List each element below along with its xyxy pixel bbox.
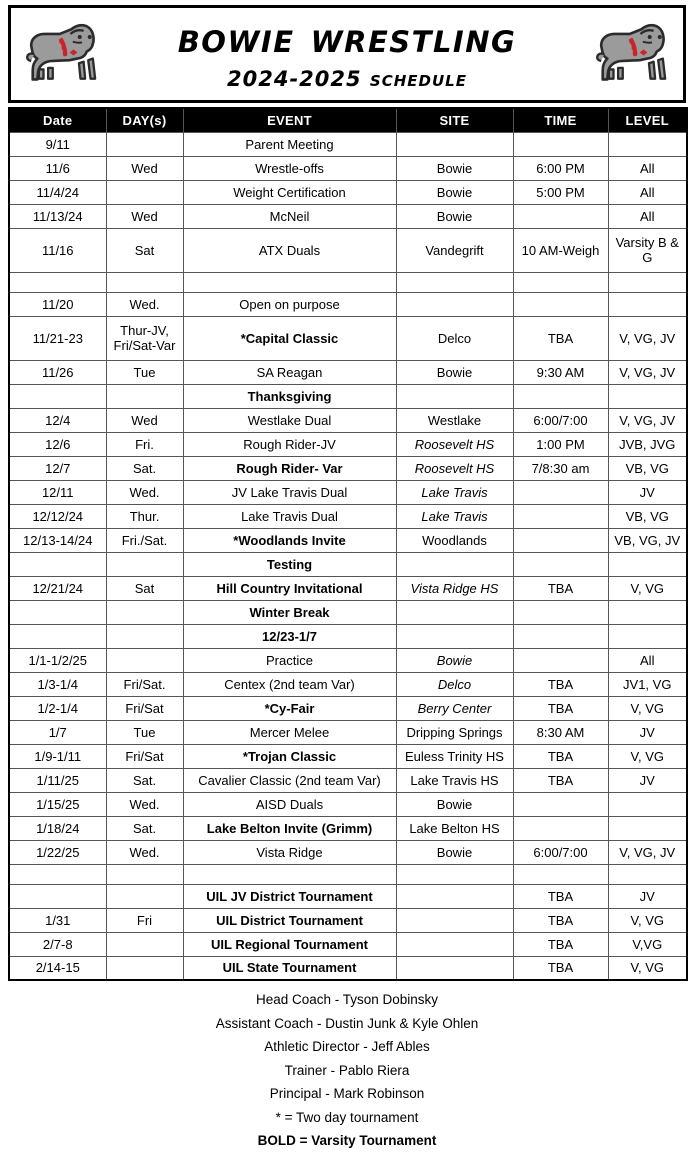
cell-level: VB, VG [608,456,687,480]
cell-event: ATX Duals [183,228,396,272]
cell-date: 9/11 [9,132,106,156]
column-header-days: DAY(s) [106,108,183,132]
cell-day [106,884,183,908]
title-block [11,15,683,93]
cell-day [106,132,183,156]
cell-level: V, VG, JV [608,840,687,864]
cell-day: Fri./Sat. [106,528,183,552]
cell-time [513,792,608,816]
cell-time: 6:00/7:00 [513,840,608,864]
table-row [9,316,687,360]
cell-event: Hill Country Invitational [183,576,396,600]
table-row [9,864,687,884]
cell-date: 12/11 [9,480,106,504]
cell-day: Fri/Sat. [106,672,183,696]
cell-date: 1/31 [9,908,106,932]
cell-time: TBA [513,884,608,908]
cell-day [106,384,183,408]
cell-day [106,272,183,292]
cell-date: 12/6 [9,432,106,456]
cell-date: 1/11/25 [9,768,106,792]
cell-level [608,384,687,408]
cell-event: *Woodlands Invite [183,528,396,552]
cell-level: V, VG [608,956,687,980]
table-row [9,932,687,956]
cell-time: 1:00 PM [513,432,608,456]
cell-day [106,956,183,980]
column-header-level: LEVEL [608,108,687,132]
cell-date: 11/6 [9,156,106,180]
footer-line: Head Coach - Tyson Dobinsky [255,992,439,1007]
cell-level [608,292,687,316]
cell-event: Rough Rider-JV [183,432,396,456]
footer-line: BOLD = Varsity Tournament [257,1133,437,1148]
cell-site: Westlake [396,408,513,432]
cell-date: 11/4/24 [9,180,106,204]
cell-level: JV [608,768,687,792]
cell-time [513,204,608,228]
bulldog-mascot-icon [593,17,671,91]
cell-day: Wed. [106,792,183,816]
cell-event: Mercer Melee [183,720,396,744]
cell-site [396,956,513,980]
cell-event: Wrestle-offs [183,156,396,180]
column-header-date: Date [9,108,106,132]
cell-day: Tue [106,360,183,384]
cell-day [106,932,183,956]
cell-site: Lake Travis [396,504,513,528]
table-row [9,432,687,456]
cell-event: UIL District Tournament [183,908,396,932]
cell-day [106,864,183,884]
table-row [9,528,687,552]
cell-event: Centex (2nd team Var) [183,672,396,696]
cell-time [513,648,608,672]
cell-site: Roosevelt HS [396,456,513,480]
schedule-table [8,107,688,981]
cell-level: All [608,648,687,672]
cell-day: Wed [106,204,183,228]
column-header-site: SITE [396,108,513,132]
cell-site: Lake Travis [396,480,513,504]
cell-date: 12/13-14/24 [9,528,106,552]
cell-time: TBA [513,956,608,980]
cell-event: Testing [183,552,396,576]
table-row [9,768,687,792]
cell-time: TBA [513,316,608,360]
cell-site: Bowie [396,204,513,228]
cell-date: 12/7 [9,456,106,480]
cell-event: JV Lake Travis Dual [183,480,396,504]
cell-day: Wed. [106,292,183,316]
cell-event: Winter Break [183,600,396,624]
cell-site [396,600,513,624]
cell-time [513,528,608,552]
cell-level: V, VG [608,744,687,768]
cell-event: Parent Meeting [183,132,396,156]
cell-time [513,132,608,156]
cell-level [608,132,687,156]
cell-date: 1/2-1/4 [9,696,106,720]
cell-level: V, VG [608,576,687,600]
cell-level: V, VG, JV [608,316,687,360]
cell-date: 11/21-23 [9,316,106,360]
cell-time: TBA [513,768,608,792]
cell-day: Wed [106,156,183,180]
cell-time [513,624,608,648]
cell-day: Sat [106,576,183,600]
cell-date [9,552,106,576]
cell-site: Vista Ridge HS [396,576,513,600]
cell-site: Delco [396,316,513,360]
cell-level [608,864,687,884]
footer-line: Athletic Director - Jeff Ables [264,1039,430,1054]
cell-time [513,600,608,624]
table-row [9,480,687,504]
cell-site: Euless Trinity HS [396,744,513,768]
column-header-time: TIME [513,108,608,132]
schedule-table-body [9,132,687,980]
cell-event: Lake Belton Invite (Grimm) [183,816,396,840]
cell-date: 1/7 [9,720,106,744]
table-row [9,956,687,980]
cell-day [106,552,183,576]
cell-event: 12/23-1/7 [183,624,396,648]
cell-site: Delco [396,672,513,696]
table-row [9,228,687,272]
cell-day: Thur-JV, Fri/Sat-Var [106,316,183,360]
cell-site [396,624,513,648]
footer-line: Assistant Coach - Dustin Junk & Kyle Ohlen [215,1015,479,1031]
cell-time: TBA [513,696,608,720]
cell-date: 11/16 [9,228,106,272]
cell-date: 1/3-1/4 [9,672,106,696]
cell-time [513,504,608,528]
cell-site [396,864,513,884]
cell-time: 8:30 AM [513,720,608,744]
table-row [9,648,687,672]
cell-date: 2/14-15 [9,956,106,980]
cell-level: V, VG, JV [608,408,687,432]
cell-level: All [608,180,687,204]
cell-level: V, VG, JV [608,360,687,384]
cell-date: 12/21/24 [9,576,106,600]
cell-day: Fri/Sat [106,696,183,720]
cell-time: TBA [513,932,608,956]
cell-level: JVB, JVG [608,432,687,456]
cell-event: Practice [183,648,396,672]
cell-time: 6:00/7:00 [513,408,608,432]
cell-time: 7/8:30 am [513,456,608,480]
column-header-event: EVENT [183,108,396,132]
page-subtitle: 2024-2025 schedule [227,67,467,91]
cell-site: Bowie [396,840,513,864]
cell-site: Bowie [396,180,513,204]
cell-site: Roosevelt HS [396,432,513,456]
cell-site [396,132,513,156]
table-row [9,408,687,432]
footer-line: Trainer - Pablo Riera [284,1062,410,1078]
cell-event: Thanksgiving [183,384,396,408]
cell-day: Fri. [106,432,183,456]
cell-event: Open on purpose [183,292,396,316]
cell-date [9,600,106,624]
cell-date [9,864,106,884]
cell-event: AISD Duals [183,792,396,816]
cell-site [396,552,513,576]
cell-event [183,864,396,884]
cell-site: Bowie [396,156,513,180]
cell-date: 11/26 [9,360,106,384]
cell-date: 1/22/25 [9,840,106,864]
cell-time [513,272,608,292]
table-row [9,696,687,720]
table-row [9,792,687,816]
cell-date: 11/20 [9,292,106,316]
cell-time: TBA [513,576,608,600]
cell-day: Sat. [106,768,183,792]
cell-event: UIL JV District Tournament [183,884,396,908]
table-row [9,576,687,600]
cell-site: Lake Travis HS [396,768,513,792]
table-row [9,272,687,292]
cell-level: V,VG [608,932,687,956]
cell-site: Bowie [396,648,513,672]
cell-level: All [608,204,687,228]
cell-level [608,816,687,840]
cell-event: *Capital Classic [183,316,396,360]
cell-time: 10 AM-Weigh [513,228,608,272]
table-row [9,908,687,932]
cell-time: 6:00 PM [513,156,608,180]
cell-event: *Trojan Classic [183,744,396,768]
cell-day: Fri [106,908,183,932]
cell-day [106,624,183,648]
table-header-row [9,108,687,132]
cell-time [513,384,608,408]
table-row [9,156,687,180]
table-row [9,360,687,384]
cell-time: TBA [513,672,608,696]
table-row [9,884,687,908]
cell-event: SA Reagan [183,360,396,384]
cell-level [608,272,687,292]
cell-site: Woodlands [396,528,513,552]
header-banner [8,5,686,103]
cell-event [183,272,396,292]
cell-day: Wed. [106,840,183,864]
cell-event: McNeil [183,204,396,228]
cell-site [396,932,513,956]
page-title: bowie wrestling [177,13,517,62]
cell-site [396,384,513,408]
cell-level: JV [608,884,687,908]
cell-date: 2/7-8 [9,932,106,956]
cell-site: Bowie [396,360,513,384]
footer-line: Principal - Mark Robinson [269,1086,425,1101]
cell-site: Berry Center [396,696,513,720]
cell-site: Vandegrift [396,228,513,272]
cell-date: 12/4 [9,408,106,432]
cell-date [9,624,106,648]
table-row [9,384,687,408]
cell-day [106,180,183,204]
cell-level [608,552,687,576]
table-row [9,204,687,228]
cell-date: 12/12/24 [9,504,106,528]
cell-date: 1/18/24 [9,816,106,840]
table-row [9,504,687,528]
cell-event: Westlake Dual [183,408,396,432]
table-row [9,600,687,624]
cell-time [513,292,608,316]
cell-date [9,884,106,908]
cell-time: 5:00 PM [513,180,608,204]
cell-site [396,292,513,316]
cell-event: UIL State Tournament [183,956,396,980]
cell-day: Thur. [106,504,183,528]
footer-line: * = Two day tournament [275,1109,419,1125]
cell-day: Sat. [106,456,183,480]
footer-credits [8,988,686,1153]
cell-level: VB, VG, JV [608,528,687,552]
table-row [9,292,687,316]
cell-day [106,648,183,672]
cell-day: Tue [106,720,183,744]
table-row [9,816,687,840]
cell-day: Wed [106,408,183,432]
cell-site: Dripping Springs [396,720,513,744]
cell-time [513,816,608,840]
cell-event: UIL Regional Tournament [183,932,396,956]
table-row [9,720,687,744]
cell-time [513,864,608,884]
cell-level: Varsity B & G [608,228,687,272]
cell-date: 1/15/25 [9,792,106,816]
cell-event: Vista Ridge [183,840,396,864]
cell-site [396,884,513,908]
table-row [9,552,687,576]
cell-date: 1/1-1/2/25 [9,648,106,672]
table-row [9,624,687,648]
cell-event: *Cy-Fair [183,696,396,720]
cell-level: V, VG [608,696,687,720]
cell-site: Lake Belton HS [396,816,513,840]
cell-time: TBA [513,908,608,932]
cell-event: Cavalier Classic (2nd team Var) [183,768,396,792]
cell-level: VB, VG [608,504,687,528]
cell-time: TBA [513,744,608,768]
cell-day: Fri/Sat [106,744,183,768]
cell-level [608,600,687,624]
cell-event: Weight Certification [183,180,396,204]
cell-day: Sat [106,228,183,272]
cell-time: 9:30 AM [513,360,608,384]
cell-date [9,384,106,408]
table-row [9,672,687,696]
cell-date: 11/13/24 [9,204,106,228]
cell-day: Wed. [106,480,183,504]
cell-level: JV [608,720,687,744]
table-row [9,840,687,864]
cell-time [513,480,608,504]
cell-level: JV [608,480,687,504]
cell-time [513,552,608,576]
cell-event: Lake Travis Dual [183,504,396,528]
cell-level: V, VG [608,908,687,932]
cell-site [396,272,513,292]
table-row [9,744,687,768]
cell-date: 1/9-1/11 [9,744,106,768]
cell-level: JV1, VG [608,672,687,696]
cell-site [396,908,513,932]
table-row [9,180,687,204]
cell-site: Bowie [396,792,513,816]
table-row [9,456,687,480]
bulldog-mascot-icon [23,17,101,91]
table-row [9,132,687,156]
cell-event: Rough Rider- Var [183,456,396,480]
cell-level [608,624,687,648]
cell-date [9,272,106,292]
cell-level: All [608,156,687,180]
cell-day [106,600,183,624]
cell-level [608,792,687,816]
cell-day: Sat. [106,816,183,840]
